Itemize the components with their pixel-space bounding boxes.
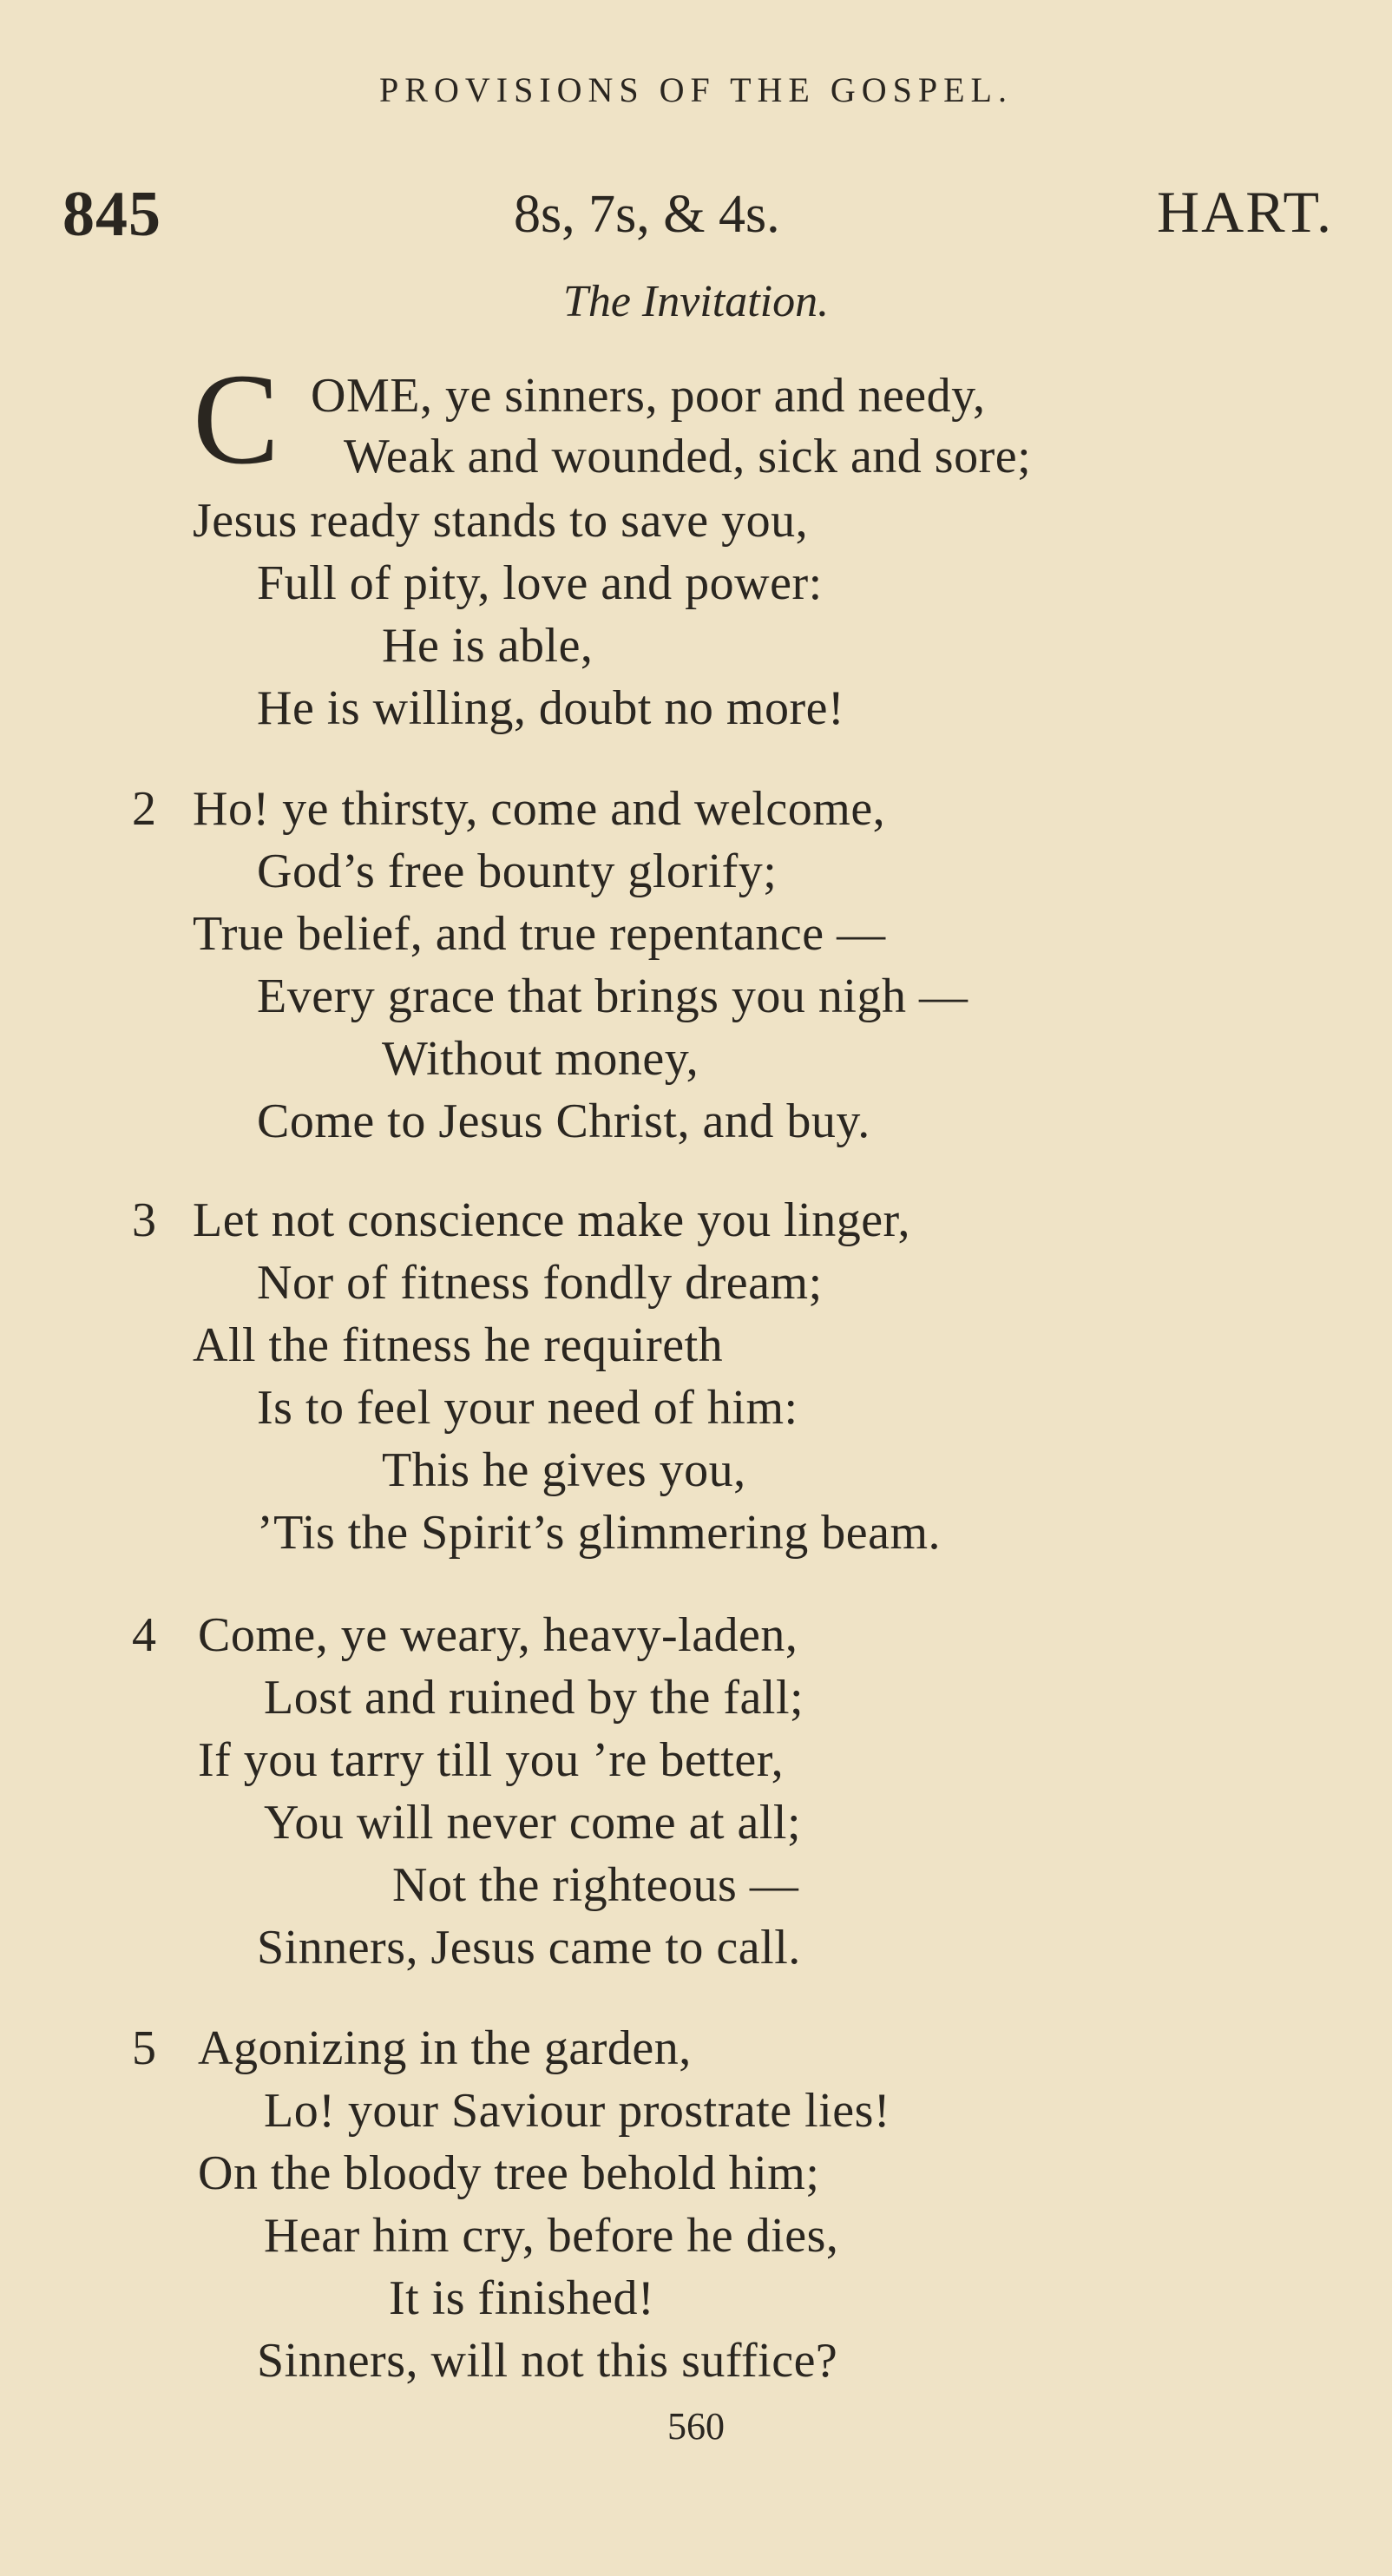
verse-line: God’s free bounty glorify; <box>257 844 778 898</box>
verse-line: Without money, <box>382 1032 699 1086</box>
verse-line: He is able, <box>382 619 594 673</box>
verse-line: It is finished! <box>389 2271 655 2325</box>
verse-line: Come to Jesus Christ, and buy. <box>257 1094 870 1148</box>
verse-line: Jesus ready stands to save you, <box>193 494 809 548</box>
verse-line: Weak and wounded, sick and sore; <box>344 430 1032 483</box>
stanza-number: 5 <box>132 2021 156 2075</box>
verse-line: Not the righteous — <box>392 1858 799 1912</box>
verse-line: All the fitness he requireth <box>193 1318 724 1372</box>
verse-line: Agonizing in the garden, <box>198 2021 692 2075</box>
verse-line: Ho! ye thirsty, come and welcome, <box>193 782 886 836</box>
verse-line: ’Tis the Spirit’s glimmering beam. <box>257 1506 942 1560</box>
stanza-number: 4 <box>132 1608 156 1662</box>
verse-line: You will never come at all; <box>264 1796 802 1850</box>
verse-line: Hear him cry, before he dies, <box>264 2209 839 2263</box>
drop-cap: C <box>193 347 280 491</box>
verse-line: Lo! your Saviour prostrate lies! <box>264 2084 891 2138</box>
verse-line: Every grace that brings you nigh — <box>257 969 968 1023</box>
verse-line: Let not conscience make you linger, <box>193 1193 910 1247</box>
verse-line: This he gives you, <box>382 1443 746 1497</box>
stanza-number: 3 <box>132 1193 156 1247</box>
verse-line: Come, ye weary, heavy-laden, <box>198 1608 798 1662</box>
verse-line: OME, ye sinners, poor and needy, <box>311 369 986 423</box>
verse-line: If you tarry till you ’re better, <box>198 1733 785 1787</box>
verse-line: He is willing, doubt no more! <box>257 681 845 735</box>
page-number: 560 <box>667 2405 725 2448</box>
hymn-meter: 8s, 7s, & 4s. <box>514 185 780 244</box>
running-head: PROVISIONS OF THE GOSPEL. <box>379 70 1013 109</box>
verse-line: Sinners, Jesus came to call. <box>257 1921 801 1975</box>
hymn-tune: HART. <box>1157 179 1333 245</box>
hymn-number: 845 <box>62 179 161 250</box>
verse-line: Lost and ruined by the fall; <box>264 1671 804 1725</box>
hymn-title: The Invitation. <box>562 277 830 326</box>
verse-line: Nor of fitness fondly dream; <box>257 1256 823 1310</box>
verse-line: On the bloody tree behold him; <box>198 2146 820 2200</box>
verse-line: Full of pity, love and power: <box>257 556 823 610</box>
stanza-number: 2 <box>132 782 156 836</box>
verse-line: Is to feel your need of him: <box>257 1381 798 1435</box>
verse-line: True belief, and true repentance — <box>193 907 886 961</box>
verse-line: Sinners, will not this suffice? <box>257 2334 838 2388</box>
